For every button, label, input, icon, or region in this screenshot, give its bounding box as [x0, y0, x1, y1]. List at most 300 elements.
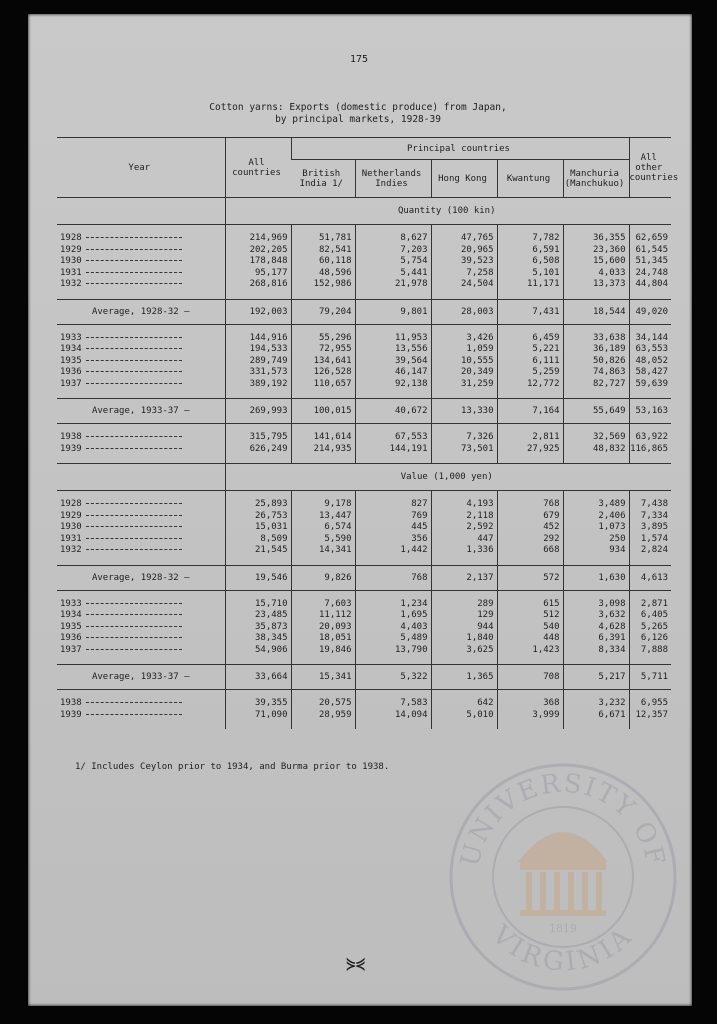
- dot-leader: [86, 383, 182, 384]
- value-cell: 50,826: [563, 356, 629, 368]
- table-row: [57, 633, 671, 645]
- year-cell: [57, 432, 225, 444]
- value-cell: 13,556: [355, 344, 431, 356]
- value-cell: 1,630: [563, 565, 629, 590]
- value-cell: 192,003: [225, 299, 291, 324]
- table-row: [57, 545, 671, 557]
- dot-leader: [86, 371, 182, 372]
- value-cell: 642: [431, 698, 497, 710]
- value-cell: 7,888: [629, 645, 671, 657]
- value-cell: 110,657: [291, 379, 355, 391]
- value-cell: 63,553: [629, 344, 671, 356]
- value-cell: 55,649: [563, 399, 629, 424]
- value-cell: 1,840: [431, 633, 497, 645]
- value-cell: 36,355: [563, 233, 629, 245]
- table-row: [57, 344, 671, 356]
- average-label: [57, 299, 225, 324]
- value-cell: 2,137: [431, 565, 497, 590]
- value-cell: 5,010: [431, 710, 497, 722]
- value-cell: 1,336: [431, 545, 497, 557]
- section-quantity: [57, 198, 671, 225]
- year-label: 1933: [60, 598, 82, 609]
- value-cell: 10,555: [431, 356, 497, 368]
- year-label: 1935: [60, 355, 82, 366]
- spacer-row: [57, 721, 671, 729]
- value-cell: 1,423: [497, 645, 563, 657]
- value-cell: 4,033: [563, 268, 629, 280]
- table-row: [57, 698, 671, 710]
- year-label: 1939: [60, 709, 82, 720]
- value-cell: 178,848: [225, 256, 291, 268]
- value-cell: 540: [497, 622, 563, 634]
- dot-leader: [86, 348, 182, 349]
- value-cell: 13,790: [355, 645, 431, 657]
- section-quantity-label: Quantity (100 kin): [225, 198, 671, 225]
- value-cell: 48,596: [291, 268, 355, 280]
- dot-leader: [86, 503, 182, 504]
- value-cell: 5,221: [497, 344, 563, 356]
- dot-leader: [86, 515, 182, 516]
- value-cell: 21,978: [355, 279, 431, 291]
- value-cell: 82,541: [291, 245, 355, 257]
- value-cell: 15,710: [225, 599, 291, 611]
- value-cell: 7,203: [355, 245, 431, 257]
- seal-year: 1819: [549, 922, 577, 935]
- value-cell: 368: [497, 698, 563, 710]
- average-label-text: Average, 1928-32 —: [91, 306, 190, 317]
- value-cell: 6,126: [629, 633, 671, 645]
- year-cell: [57, 710, 225, 722]
- section-value-label: Value (1,000 yen): [225, 464, 671, 491]
- value-cell: 9,178: [291, 499, 355, 511]
- value-cell: 5,590: [291, 534, 355, 546]
- dot-leader: [86, 614, 182, 615]
- value-cell: 51,781: [291, 233, 355, 245]
- value-cell: 129: [431, 610, 497, 622]
- dot-leader: [86, 448, 182, 449]
- value-cell: 1,234: [355, 599, 431, 611]
- table-row: [57, 622, 671, 634]
- dot-leader: [86, 249, 182, 250]
- value-cell: 3,999: [497, 710, 563, 722]
- year-label: 1933: [60, 332, 82, 343]
- value-cell: 21,545: [225, 545, 291, 557]
- value-cell: 356: [355, 534, 431, 546]
- value-cell: 626,249: [225, 444, 291, 456]
- value-cell: 944: [431, 622, 497, 634]
- value-cell: 134,641: [291, 356, 355, 368]
- value-cell: 141,614: [291, 432, 355, 444]
- value-cell: 8,627: [355, 233, 431, 245]
- value-cell: 20,093: [291, 622, 355, 634]
- value-cell: 59,639: [629, 379, 671, 391]
- value-cell: 13,330: [431, 399, 497, 424]
- value-cell: 20,965: [431, 245, 497, 257]
- value-cell: 92,138: [355, 379, 431, 391]
- dot-leader: [86, 237, 182, 238]
- average-row: [57, 565, 671, 590]
- page-number: 175: [350, 54, 369, 65]
- header-year: Year: [57, 138, 225, 198]
- value-cell: 44,804: [629, 279, 671, 291]
- value-cell: 6,459: [497, 333, 563, 345]
- year-cell: [57, 499, 225, 511]
- year-cell: [57, 511, 225, 523]
- value-cell: 214,969: [225, 233, 291, 245]
- year-cell: [57, 522, 225, 534]
- value-cell: 11,112: [291, 610, 355, 622]
- value-cell: 3,632: [563, 610, 629, 622]
- value-cell: 5,322: [355, 665, 431, 690]
- value-cell: 14,341: [291, 545, 355, 557]
- table-row: [57, 522, 671, 534]
- table-row: [57, 599, 671, 611]
- value-cell: 9,826: [291, 565, 355, 590]
- value-cell: 23,360: [563, 245, 629, 257]
- year-cell: [57, 233, 225, 245]
- value-cell: 20,349: [431, 367, 497, 379]
- dot-leader: [86, 626, 182, 627]
- value-cell: 6,591: [497, 245, 563, 257]
- footnote: 1/ Includes Ceylon prior to 1934, and Burma prior to 1938.: [75, 762, 390, 772]
- value-cell: 5,265: [629, 622, 671, 634]
- value-cell: 1,365: [431, 665, 497, 690]
- value-cell: 6,955: [629, 698, 671, 710]
- value-cell: 24,748: [629, 268, 671, 280]
- average-row: [57, 665, 671, 690]
- value-cell: 2,811: [497, 432, 563, 444]
- dot-leader: [86, 702, 182, 703]
- year-label: 1936: [60, 367, 82, 378]
- year-label: 1938: [60, 432, 82, 443]
- header-netherlands-indies: Netherlands Indies: [355, 160, 431, 198]
- dot-leader: [86, 649, 182, 650]
- value-cell: 116,865: [629, 444, 671, 456]
- value-cell: 6,111: [497, 356, 563, 368]
- value-cell: 708: [497, 665, 563, 690]
- value-cell: 668: [497, 545, 563, 557]
- year-cell: [57, 333, 225, 345]
- value-cell: 827: [355, 499, 431, 511]
- value-cell: 4,193: [431, 499, 497, 511]
- value-cell: 60,118: [291, 256, 355, 268]
- value-cell: 3,625: [431, 645, 497, 657]
- header-all-countries: All countries: [225, 138, 291, 198]
- table-title: [158, 102, 558, 126]
- value-cell: 25,893: [225, 499, 291, 511]
- value-cell: 63,922: [629, 432, 671, 444]
- value-cell: 39,564: [355, 356, 431, 368]
- table-row: [57, 245, 671, 257]
- table-row: [57, 499, 671, 511]
- value-cell: 289: [431, 599, 497, 611]
- table-body: [57, 198, 671, 730]
- value-cell: 39,523: [431, 256, 497, 268]
- dot-leader: [86, 283, 182, 284]
- year-label: 1939: [60, 443, 82, 454]
- value-cell: 32,569: [563, 432, 629, 444]
- value-cell: 447: [431, 534, 497, 546]
- value-cell: 7,603: [291, 599, 355, 611]
- year-cell: [57, 356, 225, 368]
- table-row: [57, 511, 671, 523]
- table-row: [57, 333, 671, 345]
- dot-leader: [86, 260, 182, 261]
- dot-leader: [86, 549, 182, 550]
- value-cell: 53,163: [629, 399, 671, 424]
- value-cell: 12,772: [497, 379, 563, 391]
- average-row: [57, 399, 671, 424]
- table-row: [57, 367, 671, 379]
- value-cell: 12,357: [629, 710, 671, 722]
- value-cell: 19,546: [225, 565, 291, 590]
- value-cell: 4,613: [629, 565, 671, 590]
- value-cell: 4,403: [355, 622, 431, 634]
- average-label: [57, 565, 225, 590]
- value-cell: 95,177: [225, 268, 291, 280]
- value-cell: 15,600: [563, 256, 629, 268]
- value-cell: 7,334: [629, 511, 671, 523]
- value-cell: 67,553: [355, 432, 431, 444]
- value-cell: 3,489: [563, 499, 629, 511]
- table-row: [57, 444, 671, 456]
- value-cell: 214,935: [291, 444, 355, 456]
- year-cell: [57, 599, 225, 611]
- value-cell: 2,871: [629, 599, 671, 611]
- value-cell: 15,341: [291, 665, 355, 690]
- value-cell: 23,485: [225, 610, 291, 622]
- value-cell: 5,489: [355, 633, 431, 645]
- value-cell: 768: [497, 499, 563, 511]
- value-cell: 79,204: [291, 299, 355, 324]
- value-cell: 2,824: [629, 545, 671, 557]
- value-cell: 46,147: [355, 367, 431, 379]
- value-cell: 13,447: [291, 511, 355, 523]
- value-cell: 7,164: [497, 399, 563, 424]
- value-cell: 8,334: [563, 645, 629, 657]
- value-cell: 7,583: [355, 698, 431, 710]
- year-cell: [57, 633, 225, 645]
- value-cell: 448: [497, 633, 563, 645]
- seal-top-text: UNIVERSITY OF: [455, 768, 671, 870]
- value-cell: 6,405: [629, 610, 671, 622]
- value-cell: 331,573: [225, 367, 291, 379]
- value-cell: 934: [563, 545, 629, 557]
- year-label: 1937: [60, 644, 82, 655]
- value-cell: 26,753: [225, 511, 291, 523]
- table-row: [57, 710, 671, 722]
- value-cell: 194,533: [225, 344, 291, 356]
- header-hong-kong: Hong Kong: [431, 160, 497, 198]
- year-label: 1928: [60, 499, 82, 510]
- spacer-row: [57, 690, 671, 699]
- value-cell: 39,355: [225, 698, 291, 710]
- dot-leader: [86, 714, 182, 715]
- value-cell: 769: [355, 511, 431, 523]
- year-label: 1936: [60, 633, 82, 644]
- value-cell: 1,073: [563, 522, 629, 534]
- value-cell: 445: [355, 522, 431, 534]
- value-cell: 512: [497, 610, 563, 622]
- value-cell: 7,782: [497, 233, 563, 245]
- spacer-row: [57, 557, 671, 566]
- value-cell: 144,191: [355, 444, 431, 456]
- value-cell: 126,528: [291, 367, 355, 379]
- table-row: [57, 379, 671, 391]
- year-cell: [57, 379, 225, 391]
- value-cell: 33,638: [563, 333, 629, 345]
- value-cell: 1,574: [629, 534, 671, 546]
- value-cell: 268,816: [225, 279, 291, 291]
- header-principal-countries: Principal countries: [291, 138, 629, 160]
- value-cell: 1,442: [355, 545, 431, 557]
- dot-leader: [86, 360, 182, 361]
- value-cell: 4,628: [563, 622, 629, 634]
- value-cell: 6,391: [563, 633, 629, 645]
- value-cell: 28,003: [431, 299, 497, 324]
- dot-leader: [86, 337, 182, 338]
- value-cell: 48,832: [563, 444, 629, 456]
- document-page: [28, 14, 692, 1006]
- spacer-row: [57, 455, 671, 464]
- value-cell: 269,993: [225, 399, 291, 424]
- spacer-row: [57, 390, 671, 399]
- year-cell: [57, 645, 225, 657]
- dot-leader: [86, 436, 182, 437]
- table-row: [57, 279, 671, 291]
- value-cell: 2,406: [563, 511, 629, 523]
- value-cell: 31,259: [431, 379, 497, 391]
- value-cell: 33,664: [225, 665, 291, 690]
- spacer-row: [57, 324, 671, 333]
- value-cell: 58,427: [629, 367, 671, 379]
- value-cell: 36,189: [563, 344, 629, 356]
- seal-bottom-text: VIRGINIA: [485, 920, 641, 978]
- year-cell: [57, 534, 225, 546]
- value-cell: 7,438: [629, 499, 671, 511]
- table-row: [57, 645, 671, 657]
- table-row: [57, 432, 671, 444]
- year-label: 1932: [60, 279, 82, 290]
- year-cell: [57, 268, 225, 280]
- value-cell: 18,544: [563, 299, 629, 324]
- table-row: [57, 233, 671, 245]
- average-label-text: Average, 1933-37 —: [91, 672, 190, 682]
- dot-leader: [86, 603, 182, 604]
- value-cell: 34,144: [629, 333, 671, 345]
- value-cell: 14,094: [355, 710, 431, 722]
- year-cell: [57, 245, 225, 257]
- year-label: 1934: [60, 610, 82, 621]
- value-cell: 5,441: [355, 268, 431, 280]
- value-cell: 61,545: [629, 245, 671, 257]
- value-cell: 615: [497, 599, 563, 611]
- value-cell: 389,192: [225, 379, 291, 391]
- value-cell: 47,765: [431, 233, 497, 245]
- value-cell: 202,205: [225, 245, 291, 257]
- value-cell: 5,101: [497, 268, 563, 280]
- value-cell: 572: [497, 565, 563, 590]
- value-cell: 3,098: [563, 599, 629, 611]
- value-cell: 100,015: [291, 399, 355, 424]
- year-label: 1930: [60, 256, 82, 267]
- university-seal-watermark: [448, 762, 678, 992]
- value-cell: 152,986: [291, 279, 355, 291]
- header-kwantung: Kwantung: [497, 160, 563, 198]
- value-cell: 452: [497, 522, 563, 534]
- value-cell: 7,326: [431, 432, 497, 444]
- header-manchuria: Manchuria (Manchukuo): [563, 160, 629, 198]
- value-cell: 250: [563, 534, 629, 546]
- year-label: 1931: [60, 533, 82, 544]
- value-cell: 7,258: [431, 268, 497, 280]
- average-row: [57, 299, 671, 324]
- value-cell: 71,090: [225, 710, 291, 722]
- title-line-1: Cotton yarns: Exports (domestic produce) from Japan,: [209, 102, 507, 113]
- value-cell: 679: [497, 511, 563, 523]
- dot-leader: [86, 538, 182, 539]
- spacer-row: [57, 225, 671, 234]
- header-all-other: All other countries: [629, 138, 671, 198]
- value-cell: 144,916: [225, 333, 291, 345]
- value-cell: 5,754: [355, 256, 431, 268]
- value-cell: 5,217: [563, 665, 629, 690]
- year-label: 1931: [60, 267, 82, 278]
- value-cell: 6,508: [497, 256, 563, 268]
- year-cell: [57, 256, 225, 268]
- value-cell: 292: [497, 534, 563, 546]
- year-cell: [57, 279, 225, 291]
- value-cell: 3,232: [563, 698, 629, 710]
- table-row: [57, 256, 671, 268]
- value-cell: 51,345: [629, 256, 671, 268]
- spacer-row: [57, 491, 671, 500]
- value-cell: 20,575: [291, 698, 355, 710]
- year-cell: [57, 545, 225, 557]
- header-british-india: British India 1/: [299, 168, 343, 189]
- value-cell: 1,059: [431, 344, 497, 356]
- year-cell: [57, 367, 225, 379]
- value-cell: 2,118: [431, 511, 497, 523]
- value-cell: 19,846: [291, 645, 355, 657]
- value-cell: 72,955: [291, 344, 355, 356]
- year-label: 1934: [60, 344, 82, 355]
- value-cell: 315,795: [225, 432, 291, 444]
- value-cell: 3,895: [629, 522, 671, 534]
- year-cell: [57, 344, 225, 356]
- value-cell: 49,020: [629, 299, 671, 324]
- table-row: [57, 610, 671, 622]
- year-label: 1938: [60, 698, 82, 709]
- value-cell: 27,925: [497, 444, 563, 456]
- year-cell: [57, 610, 225, 622]
- table-row: [57, 268, 671, 280]
- value-cell: 15,031: [225, 522, 291, 534]
- average-label: [57, 665, 225, 690]
- spacer-row: [57, 424, 671, 433]
- value-cell: 11,171: [497, 279, 563, 291]
- year-label: 1937: [60, 378, 82, 389]
- value-cell: 74,863: [563, 367, 629, 379]
- value-cell: 62,659: [629, 233, 671, 245]
- value-cell: 768: [355, 565, 431, 590]
- value-cell: 5,711: [629, 665, 671, 690]
- year-cell: [57, 622, 225, 634]
- title-line-2: by principal markets, 1928-39: [275, 114, 441, 125]
- value-cell: 38,345: [225, 633, 291, 645]
- year-label: 1930: [60, 522, 82, 533]
- value-cell: 48,052: [629, 356, 671, 368]
